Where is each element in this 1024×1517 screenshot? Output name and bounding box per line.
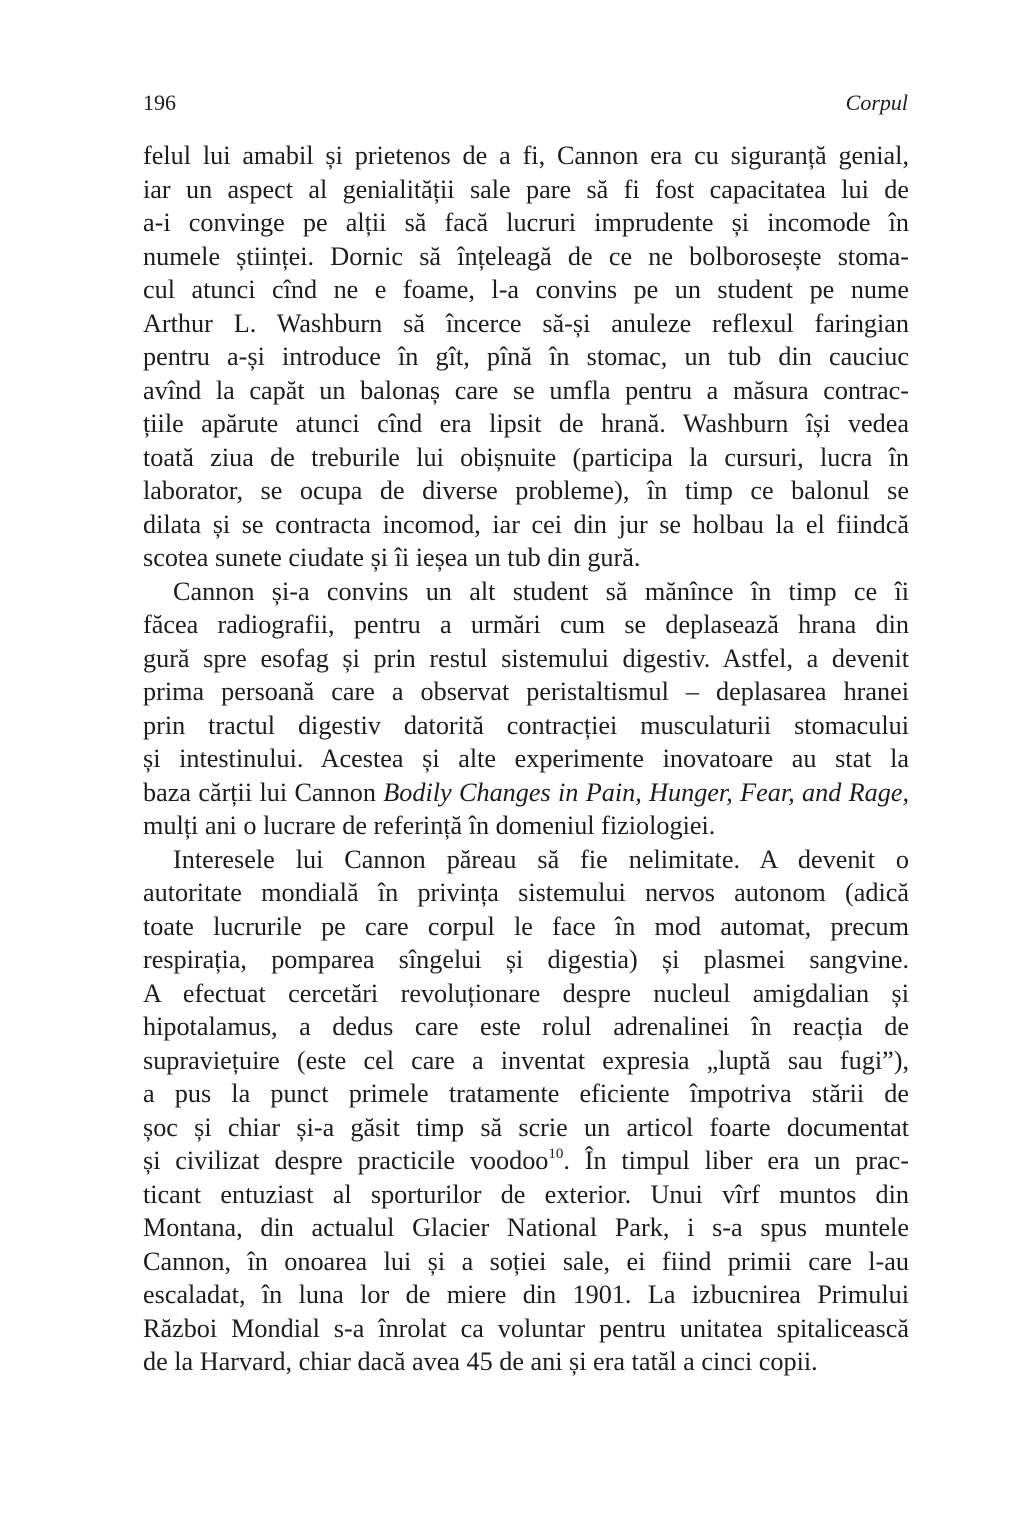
text-line: numele științei. Dornic să înțeleagă de ce ne bolborosește stoma- bbox=[143, 241, 909, 271]
text-line: prima persoană care a observat peristaltismul – deplasarea hranei bbox=[143, 677, 909, 706]
text-line: supraviețuire (este cel care a inventat expresia „luptă sau fugi”), bbox=[143, 1045, 909, 1075]
text-line: făcea radiografii, pentru a urmări cum se deplasează hrana din bbox=[143, 610, 909, 639]
text-line: iar un aspect al genialității sale pare să fi fost capacitatea lui de bbox=[143, 174, 909, 204]
text-line: respirația, pomparea sîngelui și digestia) și plasmei sangvine. bbox=[143, 945, 909, 974]
text-line: Montana, din actualul Glacier National Park, i s-a spus muntele bbox=[143, 1213, 909, 1242]
text-line: și intestinului. Acestea și alte experimente inovatoare au stat la bbox=[143, 744, 909, 773]
text-line: Cannon, în onoarea lui și a soției sale, ei fiind primii care l-au bbox=[143, 1246, 909, 1276]
text-line: Război Mondial s-a înrolat ca voluntar pentru unitatea spitalicească bbox=[143, 1313, 909, 1343]
text-line: felul lui amabil și prietenos de a fi, Cannon era cu siguranță genial, bbox=[143, 141, 909, 170]
text-line: prin tractul digestiv datorită contracției musculaturii stomacului bbox=[143, 710, 909, 740]
running-title: Corpul bbox=[845, 90, 908, 115]
text-line: pentru a-și introduce în gît, pînă în stomac, un tub din cauciuc bbox=[143, 342, 909, 371]
text-segment: și civilizat despre practicile voodoo bbox=[143, 1146, 549, 1175]
text-line: scotea sunete ciudate și îi ieșea un tub din gură. bbox=[143, 543, 641, 572]
text-line: Arthur L. Washburn să încerce să-și anuleze reflexul faringian bbox=[143, 308, 909, 338]
text-line: avînd la capăt un balonaș care se umfla pentru a măsura contrac- bbox=[143, 375, 909, 405]
text-line: escaladat, în luna lor de miere din 1901. La izbucnirea Primului bbox=[143, 1280, 909, 1309]
text-line: toate lucrurile pe care corpul le face în mod automat, precum bbox=[143, 911, 909, 941]
text-line: de la Harvard, chiar dacă avea 45 de ani și era tatăl a cinci copii. bbox=[143, 1347, 818, 1376]
text-line: hipotalamus, a dedus care este rolul adrenalinei în reacția de bbox=[143, 1012, 909, 1041]
text-line: a pus la punct primele tratamente eficiente împotriva stării de bbox=[143, 1079, 909, 1108]
text-line: gură spre esofag și prin restul sistemului digestiv. Astfel, a devenit bbox=[143, 643, 909, 673]
text-line: laborator, se ocupa de diverse probleme), în timp ce balonul se bbox=[143, 476, 909, 505]
text-line: cul atunci cînd ne e foame, l-a convins pe un student pe nume bbox=[143, 275, 909, 304]
text-line: autoritate mondială în privința sistemului nervos autonom (adică bbox=[143, 878, 909, 907]
text-line: Cannon și-a convins un alt student să mănînce în timp ce îi bbox=[173, 576, 909, 606]
footnote-marker: 10 bbox=[548, 1146, 564, 1162]
text-segment: . În timpul liber era un prac- bbox=[563, 1146, 909, 1175]
body-text bbox=[143, 139, 909, 1379]
text-line: ticant entuziast al sporturilor de exterior. Unui vîrf muntos din bbox=[143, 1179, 909, 1209]
text-line: dilata și se contracta incomod, iar cei din jur se holbau la el fiindcă bbox=[143, 509, 909, 539]
text-line: șoc și chiar și-a găsit timp să scrie un articol foarte documentat bbox=[143, 1112, 909, 1142]
text-line: Interesele lui Cannon păreau să fie nelimitate. A devenit o bbox=[173, 844, 909, 874]
text-line bbox=[143, 776, 909, 810]
text-line: a-i convinge pe alții să facă lucruri imprudente și incomode în bbox=[143, 208, 909, 237]
text-line: toată ziua de treburile lui obișnuite (participa la cursuri, lucra în bbox=[143, 442, 909, 472]
text-line: mulți ani o lucrare de referință în domeniul fiziologiei. bbox=[143, 811, 716, 840]
text-segment: baza cărții lui Cannon bbox=[143, 777, 384, 807]
text-line: A efectuat cercetări revoluționare despre nucleul amigdalian și bbox=[143, 978, 909, 1008]
text-line bbox=[143, 1144, 909, 1178]
text-line: țiile apărute atunci cînd era lipsit de hrană. Washburn își vedea bbox=[143, 409, 909, 438]
book-title: Bodily Changes in Pain, Hunger, Fear, and Rage, bbox=[383, 777, 909, 807]
page-number: 196 bbox=[143, 90, 176, 115]
